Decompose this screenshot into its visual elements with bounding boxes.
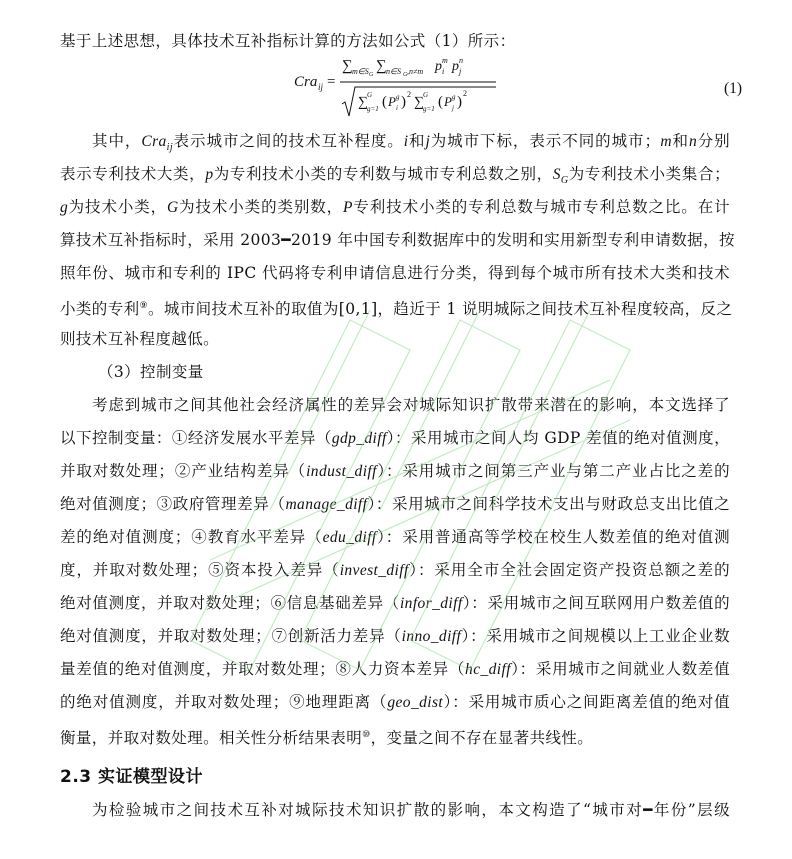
formula-paren: ( [382, 94, 387, 110]
formula-sub: g=1 [367, 105, 379, 113]
text-run: ，变量之间不存在显著共线性。 [370, 729, 594, 748]
footnote-marker: ⑩ [362, 730, 371, 740]
paragraph-line: 考虑到城市之间其他社会经济属性的差异会对城际知识扩散带来潜在的影响，本文选择了 [92, 396, 730, 414]
variable-name: geo_dist [387, 694, 444, 711]
paragraph-line [60, 296, 733, 319]
text-run: 为技术小类， [68, 198, 168, 216]
text-run: 和 [671, 132, 689, 150]
text-run: 的绝对值测度，并取对数处理；⑨地理距离（ [60, 693, 388, 711]
text-run: 表示专利技术大类， [60, 165, 206, 183]
formula-sup: 2 [407, 90, 411, 99]
formula-sup: G [423, 91, 429, 99]
paragraph-line: 算技术互补指标时，采用 2003━2019 年中国专利数据库中的发明和实用新型专利申请数据，按 [60, 231, 735, 249]
formula-sub: j [459, 67, 462, 76]
formula-sum-icon: ∑ [342, 58, 353, 74]
paragraph-line [60, 626, 730, 647]
formula-sum-icon: ∑ [358, 95, 368, 110]
formula-sub: G [369, 72, 374, 78]
formula-paren: ) [457, 94, 462, 110]
math-var: G [167, 199, 179, 216]
math-sub: G [560, 175, 569, 187]
formula-sum-icon: ∑ [414, 95, 424, 110]
math-var: i [403, 133, 409, 150]
text-run: ）：采用城市之间互联网用户数差值的 [462, 594, 730, 612]
math-var: p [205, 166, 214, 183]
text-run: 度，并取对数处理；⑤资本投入差异（ [60, 561, 340, 579]
paragraph-line [60, 725, 730, 748]
paragraph-line [60, 197, 730, 218]
paragraph-line [60, 164, 730, 191]
text-run: 绝对值测度；③政府管理差异（ [60, 495, 286, 513]
math-sub: ij [166, 142, 174, 154]
variable-name: manage_diff [285, 496, 368, 513]
text-run: 为专利技术小类集合； [568, 165, 730, 183]
paragraph-line [60, 527, 730, 548]
variable-name: edu_diff [322, 529, 377, 546]
text-run: 绝对值测度，并取对数处理；⑦创新活力差异（ [60, 627, 402, 645]
formula-p: P [388, 94, 396, 109]
paragraph-line [60, 692, 730, 713]
math-var: S [552, 166, 561, 183]
math-var: m [660, 133, 672, 150]
text-run: ）：采用城市质心之间距离差值的绝对值 [443, 693, 730, 711]
text-run: ）：采用城市之间人均 GDP 差值的绝对值测度， [386, 429, 730, 447]
formula-sup: G [367, 91, 373, 99]
formula-cra [290, 52, 510, 124]
paragraph-line: 为检验城市之间技术互补对城际技术知识扩散的影响，本文构造了“城市对━年份”层级 [92, 801, 730, 819]
section-heading: 2.3 实证模型设计 [60, 767, 204, 787]
text-run: 。城市间技术互补的取值为[0,1]，趋近于 1 说明城际之间技术互补程度较高，反之 [147, 300, 733, 319]
text-run: 表示城市之间的技术互补程度。 [173, 132, 404, 150]
text-run: ）：采用城市之间第三产业与第二产业占比之差的 [376, 462, 730, 480]
formula-p: P [444, 94, 452, 109]
formula-sup: g [396, 93, 400, 101]
formula-sub: j [452, 104, 454, 112]
formula-sub: i [396, 104, 398, 112]
variable-name: gdp_diff [331, 430, 387, 447]
formula-sum-icon: ∑ [376, 58, 387, 74]
formula-sub: m∈S [352, 67, 369, 76]
formula-sup: g [452, 93, 456, 101]
formula-lhs-sub: ij [318, 82, 324, 92]
formula-equals: = [327, 74, 336, 90]
variable-name: infor_diff [399, 595, 463, 612]
text-run: 分别 [697, 132, 730, 150]
formula-sup: 2 [463, 89, 467, 98]
text-run: 衡量，并取对数处理。相关性分析结果表明 [60, 729, 363, 748]
formula-p: p [435, 59, 442, 74]
formula-sub: ,n≠m [407, 67, 424, 76]
paragraph-line [60, 659, 730, 680]
formula-sup: n [459, 56, 463, 65]
formula-sub: g=1 [423, 105, 435, 113]
text-run: ）：采用城市之间规模以上工业企业数 [461, 627, 730, 645]
text-run: 为城市下标，表示不同的城市； [430, 132, 661, 150]
text-run: 为技术小类的类别数， [178, 198, 344, 216]
text-run: 为专利技术小类的专利数与城市专利总数之别， [213, 165, 553, 183]
text-run: 和 [408, 132, 426, 150]
formula-sup: m [442, 56, 448, 65]
math-var: P [343, 199, 353, 216]
text-run: ）：采用城市之间科学技术支出与财政总支出比值之 [367, 495, 730, 513]
text-run: ）：采用普通高等学校在校生人数差值的绝对值测 [376, 528, 730, 546]
formula-sub: G [403, 72, 408, 78]
variable-name: invest_diff [339, 562, 409, 579]
paragraph-line [60, 461, 730, 482]
text-run: 小类的专利 [60, 300, 140, 319]
paragraph-line: 照年份、城市和专利的 IPC 代码将专利申请信息进行分类，得到每个城市所有技术大类和技术 [60, 264, 730, 282]
text-run: 基于上述思想，具体技术互补指标计算的方法如公式（1）所示： [60, 32, 516, 50]
paragraph-line [92, 131, 730, 158]
paragraph-line [60, 494, 730, 515]
text-run: 并取对数处理；②产业结构差异（ [60, 462, 307, 480]
paragraph-line [60, 593, 730, 614]
variable-name: inno_diff [401, 628, 462, 645]
text-run: 以下控制变量：①经济发展水平差异（ [60, 429, 332, 447]
text-run: 其中， [92, 132, 142, 150]
formula-paren: ( [438, 94, 443, 110]
formula-paren: ) [401, 94, 406, 110]
paragraph-line [60, 31, 730, 51]
text-run: 绝对值测度，并取对数处理；⑥信息基础差异（ [60, 594, 400, 612]
footnote-marker: ⑨ [139, 301, 148, 311]
paragraph-line [60, 560, 730, 581]
text-run: 量差值的绝对值测度，并取对数处理；⑧人力资本差异（ [60, 660, 466, 678]
math-var: n [688, 133, 698, 150]
subsection-title: （3）控制变量 [98, 363, 204, 381]
paragraph-line: 则技术互补程度越低。 [60, 330, 220, 348]
formula-lhs: Cra [294, 74, 318, 90]
text-run: ）：采用城市之间就业人数差值 [510, 660, 730, 678]
math-var: g [60, 199, 69, 216]
formula-p: p [452, 59, 459, 74]
equation-number: (1) [724, 80, 743, 97]
formula-sub: i [442, 67, 445, 76]
variable-name: indust_diff [306, 463, 377, 480]
math-var: Cra [141, 133, 167, 150]
formula-sub: n∈S [386, 67, 401, 76]
paragraph-line [60, 428, 730, 449]
math-var: j [425, 133, 431, 150]
text-run: 差的绝对值测度；④教育水平差异（ [60, 528, 323, 546]
variable-name: hc_diff [465, 661, 511, 678]
text-run: ）：采用全市全社会固定资产投资总额之差的 [408, 561, 730, 579]
text-run: 专利技术小类的专利总数与城市专利总数之比。在计 [352, 198, 730, 216]
